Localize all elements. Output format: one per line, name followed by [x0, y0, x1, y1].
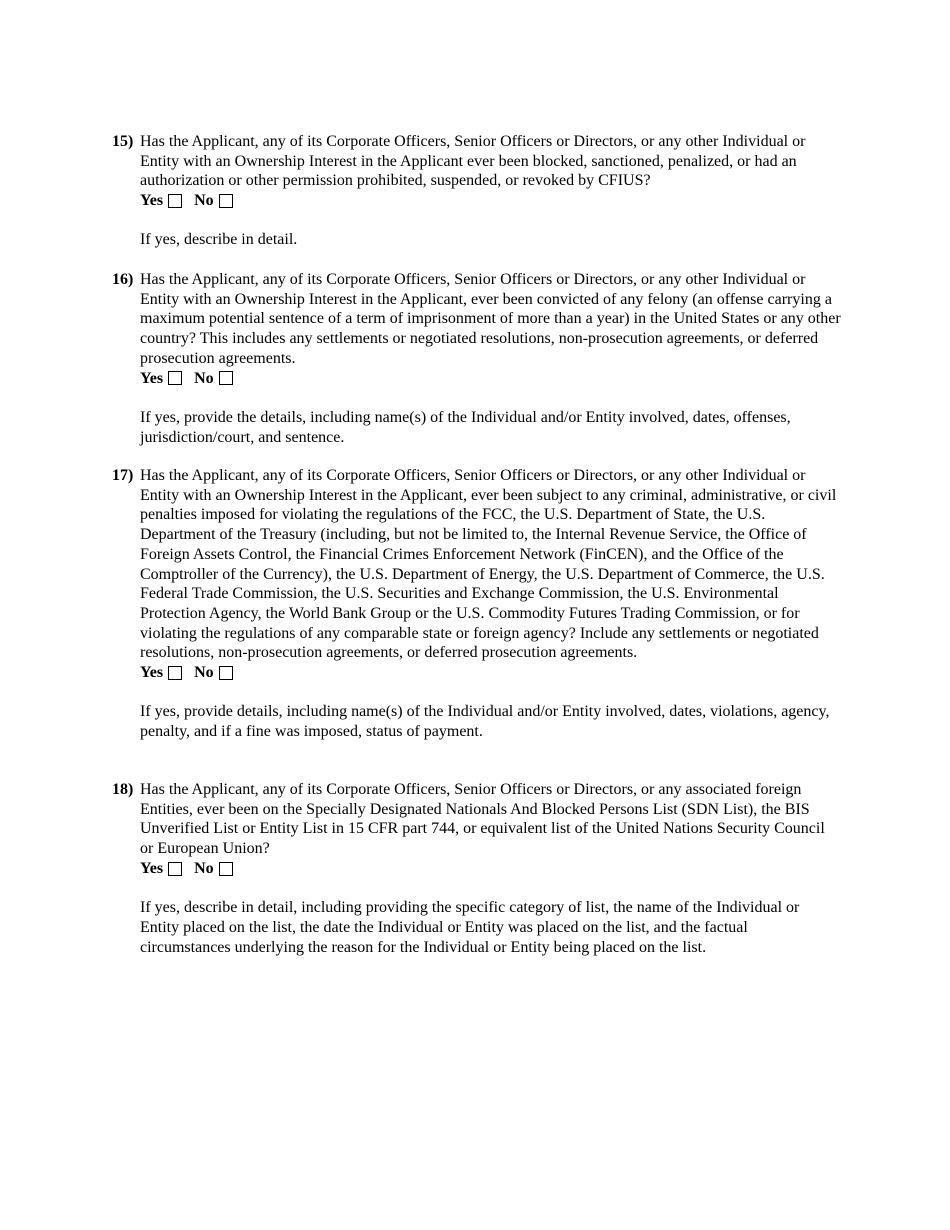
yes-label: Yes: [140, 192, 164, 210]
detail-instruction: If yes, provide the details, including name(s) of the Individual and/or Entity involved, dates, offenses, jurisdiction/court, and sentence.: [140, 408, 791, 446]
detail-instruction: If yes, provide details, including name(s) of the Individual and/or Entity involved, dates, violations, agency, penalty, and if a fine was imposed, status of payment.: [140, 703, 830, 741]
no-label: No: [194, 369, 214, 387]
question-body: [140, 270, 842, 447]
question-number: 16): [112, 271, 134, 288]
no-checkbox[interactable]: [219, 371, 233, 385]
no-checkbox[interactable]: [219, 862, 233, 876]
question-body: [140, 132, 842, 250]
detail-instruction: If yes, describe in detail.: [140, 231, 298, 249]
no-label: No: [194, 859, 214, 877]
yes-checkbox[interactable]: [168, 371, 182, 385]
yes-checkbox[interactable]: [168, 862, 182, 876]
question-number: 18): [112, 781, 134, 798]
question-body: [140, 466, 842, 742]
yes-no-row: [140, 369, 842, 389]
yes-no-row: [140, 191, 842, 211]
no-label: No: [194, 192, 214, 210]
question-text: Has the Applicant, any of its Corporate Officers, Senior Officers or Directors, or any other Individual or Entity with an Ownership Interest in the Applicant, ever been subject to any criminal, administrative, or civil penalties imposed for violating the regulations of the FCC, the U.S. Department of State, the U.S. Department of the Treasury (including, but not be limited to, the Internal Revenue Service, the Office of Foreign Assets Control, the Financial Crimes Enforcement Network (FinCEN), and the Office of the Comptroller of the Currency), the U.S. Department of Energy, the U.S. Department of Commerce, the U.S. Federal Trade Commission, the U.S. Securities and Exchange Commission, the U.S. Environmental Protection Agency, the World Bank Group or the U.S. Commodity Futures Trading Commission, or for violating the regulations of any comparable state or foreign agency? Include any settlements or negotiated resolutions, non-prosecution agreements, or deferred prosecution agreements.: [140, 467, 837, 662]
no-label: No: [194, 664, 214, 682]
question-number: 15): [112, 133, 134, 150]
question-text: Has the Applicant, any of its Corporate Officers, Senior Officers or Directors, or any other Individual or Entity with an Ownership Interest in the Applicant ever been blocked, sanctioned, penalized, or had an authorization or other permission prohibited, suspended, or revoked by CFIUS?: [140, 133, 806, 190]
question-number: 17): [112, 467, 134, 484]
yes-label: Yes: [140, 859, 164, 877]
no-checkbox[interactable]: [219, 194, 233, 208]
detail-instruction: If yes, describe in detail, including providing the specific category of list, the name of the Individual or Entity placed on the list, the date the Individual or Entity was placed on the list, and the factual circumstances underlying the reason for the Individual or Entity being placed on the list.: [140, 899, 800, 956]
no-checkbox[interactable]: [219, 666, 233, 680]
question-body: [140, 780, 842, 957]
yes-no-row: [140, 859, 842, 879]
yes-checkbox[interactable]: [168, 194, 182, 208]
yes-no-row: [140, 663, 842, 683]
question-text: Has the Applicant, any of its Corporate Officers, Senior Officers or Directors, or any other Individual or Entity with an Ownership Interest in the Applicant, ever been convicted of any felony (an offense carrying a maximum potential sentence of a term of imprisonment of more than a year) in the United States or any other country? This includes any settlements or negotiated resolutions, non-prosecution agreements, or deferred prosecution agreements.: [140, 271, 841, 367]
yes-label: Yes: [140, 664, 164, 682]
question-text: Has the Applicant, any of its Corporate Officers, Senior Officers or Directors, or any associated foreign Entities, ever been on the Specially Designated Nationals And Blocked Persons List (SDN List), the BIS Unverified List or Entity List in 15 CFR part 744, or equivalent list of the United Nations Security Council or European Union?: [140, 781, 825, 858]
yes-label: Yes: [140, 369, 164, 387]
yes-checkbox[interactable]: [168, 666, 182, 680]
